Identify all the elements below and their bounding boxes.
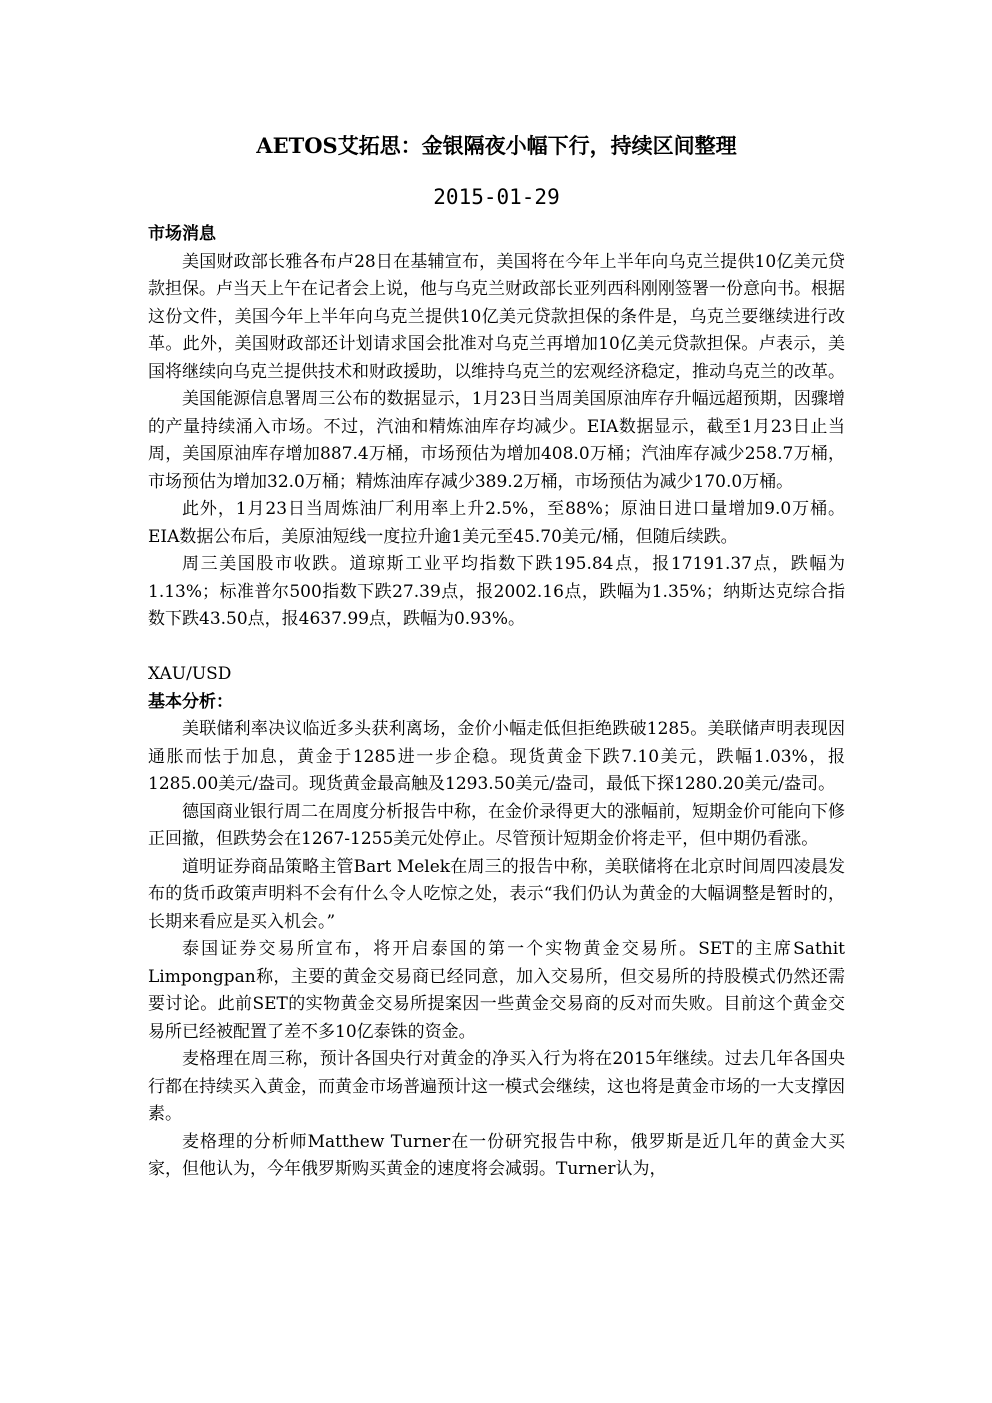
analysis-paragraph: 麦格理的分析师Matthew Turner在一份研究报告中称，俄罗斯是近几年的黄金大买家，但他认为，今年俄罗斯购买黄金的速度将会减弱。Turner认为，	[148, 1131, 845, 1179]
market-news-paragraph: 美国能源信息署周三公布的数据显示，1月23日当周美国原油库存升幅远超预期，因骤增的产量持续涌入市场。不过，汽油和精炼油库存均减少。EIA数据显示，截至1月23日止当周，美国原油库存增加887.4万桶，市场预估为增加408.0万桶；汽油库存减少258.7万桶，市场预估为增加32.0万桶；精炼油库存减少389.2万桶，市场预估为减少170.0万桶。	[148, 389, 845, 492]
analysis-paragraph: 美联储利率决议临近多头获利离场，金价小幅走低但拒绝跌破1285。美联储声明表现因通胀而怯于加息，黄金于1285进一步企稳。现货黄金下跌7.10美元，跌幅1.03%，报1285.00美元/盎司。现货黄金最高触及1293.50美元/盎司，最低下探1280.20美元/盎司。	[148, 719, 845, 794]
document-date: 2015-01-29	[433, 185, 560, 209]
fundamental-analysis-heading: 基本分析：	[148, 691, 233, 712]
analysis-paragraph: 泰国证券交易所宣布，将开启泰国的第一个实物黄金交易所。SET的主席Sathit Limpongpan称，主要的黄金交易商已经同意，加入交易所，但交易所的持股模式仍然还需要讨论。此前SET的实物黄金交易所提案因一些黄金交易商的反对而失败。目前这个黄金交易所已经被配置了差不多10亿泰铢的资金。	[148, 939, 845, 1042]
market-news-heading: 市场消息	[148, 224, 216, 244]
section-spacer	[148, 634, 845, 662]
market-news-paragraph: 周三美国股市收跌。道琼斯工业平均指数下跌195.84点，报17191.37点，跌幅为1.13%；标准普尔500指数下跌27.39点，报2002.16点，跌幅为1.35%；纳斯达克综合指数下跌43.50点，报4637.99点，跌幅为0.93%。	[148, 554, 845, 629]
analysis-paragraph: 麦格理在周三称，预计各国央行对黄金的净买入行为将在2015年继续。过去几年各国央行都在持续买入黄金，而黄金市场普遍预计这一模式会继续，这也将是黄金市场的一大支撑因素。	[148, 1049, 845, 1124]
market-news-paragraph: 美国财政部长雅各布卢28日在基辅宣布，美国将在今年上半年向乌克兰提供10亿美元贷款担保。卢当天上午在记者会上说，他与乌克兰财政部长亚列西科刚刚签署一份意向书。根据这份文件，美国今年上半年向乌克兰提供10亿美元贷款担保的条件是，乌克兰要继续进行改革。此外，美国财政部还计划请求国会批准对乌克兰再增加10亿美元贷款担保。卢表示，美国将继续向乌克兰提供技术和财政援助，以维持乌克兰的宏观经济稳定，推动乌克兰的改革。	[148, 251, 845, 382]
analysis-paragraph: 道明证券商品策略主管Bart Melek在周三的报告中称，美联储将在北京时间周四凌晨发布的货币政策声明料不会有什么令人吃惊之处，表示“我们仍认为黄金的大幅调整是暂时的，长期来看应是买入机会。”	[148, 856, 845, 932]
document-title: AETOS艾拓思：金银隔夜小幅下行，持续区间整理	[256, 133, 737, 158]
analysis-paragraph: 德国商业银行周二在周度分析报告中称，在金价录得更大的涨幅前，短期金价可能向下修正回撤，但跌势会在1267-1255美元处停止。尽管预计短期金价将走平，但中期仍看涨。	[148, 801, 845, 849]
xau-usd-section	[148, 661, 845, 1184]
market-news-paragraph: 此外，1月23日当周炼油厂利用率上升2.5%，至88%；原油日进口量增加9.0万桶。EIA数据公布后，美原油短线一度拉升逾1美元至45.70美元/桶，但随后续跌。	[148, 499, 845, 547]
market-news-section	[148, 221, 845, 634]
xau-usd-symbol: XAU/USD	[148, 664, 232, 684]
document-page	[148, 128, 845, 1184]
